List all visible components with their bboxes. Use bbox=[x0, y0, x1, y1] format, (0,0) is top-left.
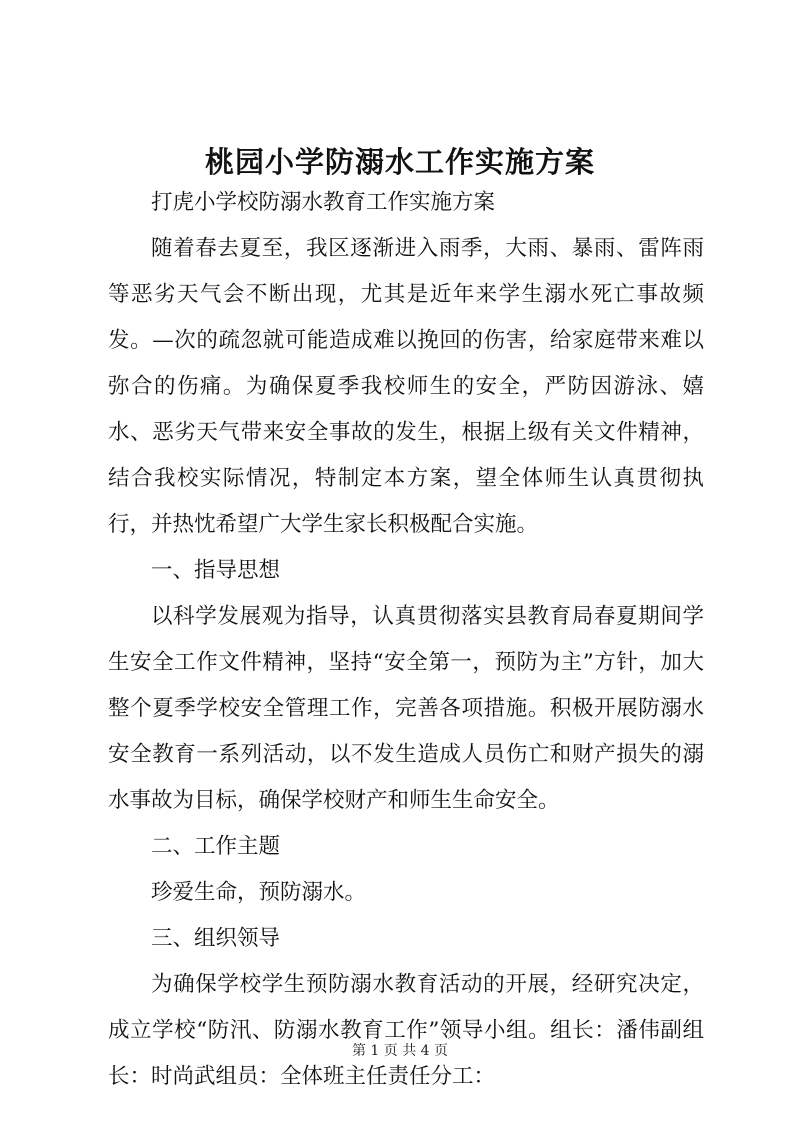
intro-paragraph: 随着春去夏至，我区逐渐进入雨季，大雨、暴雨、雷阵雨等恶劣天气会不断出现，尤其是近年来学生溺水死亡事故频发。—次的疏忽就可能造成难以挽回的伤害，给家庭带来难以弥合的伤痛。为确保夏季我校师生的安全，严防因游泳、嬉水、恶劣天气带来安全事故的发生，根据上级有关文件精神，结合我校实际情况，特制定本方案，望全体师生认真贯彻执行，并热忱希望广大学生家长积极配合实施。 bbox=[108, 236, 704, 537]
organization-paragraph: 为确保学校学生预防溺水教育活动的开展，经研究决定，成立学校“防汛、防溺水教育工作”领导小组。组长：潘伟副组长：时尚武组员：全体班主任责任分工： bbox=[108, 972, 704, 1089]
document-body bbox=[108, 180, 704, 1100]
guiding-ideology-paragraph: 以科学发展观为指导，认真贯彻落实县教育局春夏期间学生安全工作文件精神，坚持“安全第一，预防为主”方针，加大整个夏季学校安全管理工作，完善各项措施。积极开展防溺水安全教育一系列活动，以不发生造成人员伤亡和财产损失的溺水事故为目标，确保学校财产和师生生命安全。 bbox=[108, 604, 704, 813]
section-heading-work-theme: 二、工作主题 bbox=[151, 834, 281, 859]
work-theme-paragraph: 珍爱生命，预防溺水。 bbox=[151, 880, 367, 905]
page-footer: 第 1 页 共 4 页 bbox=[351, 1043, 449, 1059]
document-title: 桃园小学防溺水工作实施方案 bbox=[204, 145, 595, 179]
section-heading-guiding-ideology: 一、指导思想 bbox=[151, 558, 281, 583]
section-heading-organization: 三、组织领导 bbox=[151, 926, 281, 951]
subtitle-paragraph: 打虎小学校防溺水教育工作实施方案 bbox=[151, 190, 496, 215]
